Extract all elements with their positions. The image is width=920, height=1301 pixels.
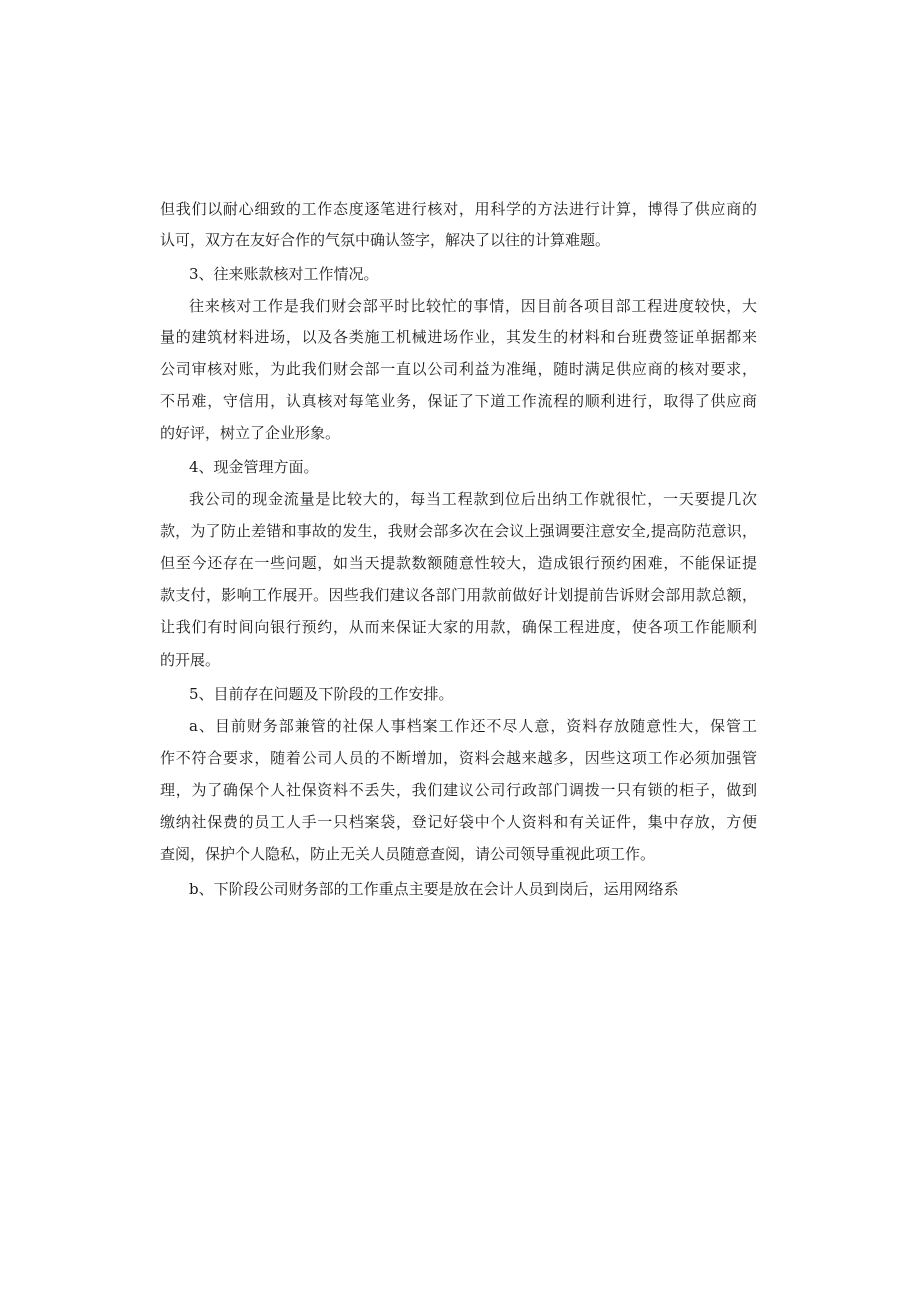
text-line: 款，为了防止差错和事故的发生，我财会部多次在会议上强调要注意安全,提高防范意识，	[160, 522, 757, 540]
text-line: 公司审核对账，为此我们财会部一直以公司利益为准绳，随时满足供应商的核对要求，	[160, 360, 757, 378]
text-line: 让我们有时间向银行预约，从而来保证大家的用款，确保工程进度，使各项工作能顺利	[160, 618, 757, 636]
text-line: 的好评，树立了企业形象。	[160, 424, 341, 442]
text-line: 往来核对工作是我们财会部平时比较忙的事情，因目前各项目部工程进度较快，大	[189, 297, 757, 315]
text-line: 理，为了确保个人社保资料不丢失，我们建议公司行政部门调拨一只有锁的柜子，做到	[160, 781, 757, 799]
text-line: 的开展。	[160, 651, 221, 669]
text-line: 查阅，保护个人隐私，防止无关人员随意查阅，请公司领导重视此项工作。	[160, 845, 656, 863]
text-line: 但至今还存在一些问题，如当天提款数额随意性较大，造成银行预约困难，不能保证提	[160, 554, 757, 572]
text-line: 量的建筑材料进场，以及各类施工机械进场作业，其发生的材料和台班费签证单据都来	[160, 328, 757, 346]
section-heading: 4、现金管理方面。	[189, 458, 319, 476]
text-line: b、下阶段公司财务部的工作重点主要是放在会计人员到岗后，运用网络系	[189, 880, 679, 898]
section-heading: 3、往来账款核对工作情况。	[189, 265, 379, 283]
text-line: 缴纳社保费的员工人手一只档案袋，登记好袋中个人资料和有关证件，集中存放，方便	[160, 813, 757, 831]
text-line: 款支付，影响工作展开。因些我们建议各部门用款前做好计划提前告诉财会部用款总额，	[160, 586, 757, 604]
text-line: 我公司的现金流量是比较大的，每当工程款到位后出纳工作就很忙，一天要提几次	[189, 490, 757, 508]
text-line: 但我们以耐心细致的工作态度逐笔进行核对，用科学的方法进行计算，博得了供应商的	[160, 200, 757, 218]
text-line: 作不符合要求，随着公司人员的不断增加，资料会越来越多，因些这项工作必须加强管	[160, 749, 757, 767]
text-line: 认可，双方在友好合作的气氛中确认签字，解决了以往的计算难题。	[160, 231, 611, 249]
section-heading: 5、目前存在问题及下阶段的工作安排。	[189, 685, 454, 703]
text-line: 不吊难，守信用，认真核对每笔业务，保证了下道工作流程的顺利进行，取得了供应商	[160, 392, 757, 410]
text-line: a、目前财务部兼管的社保人事档案工作还不尽人意，资料存放随意性大，保管工	[189, 717, 757, 735]
